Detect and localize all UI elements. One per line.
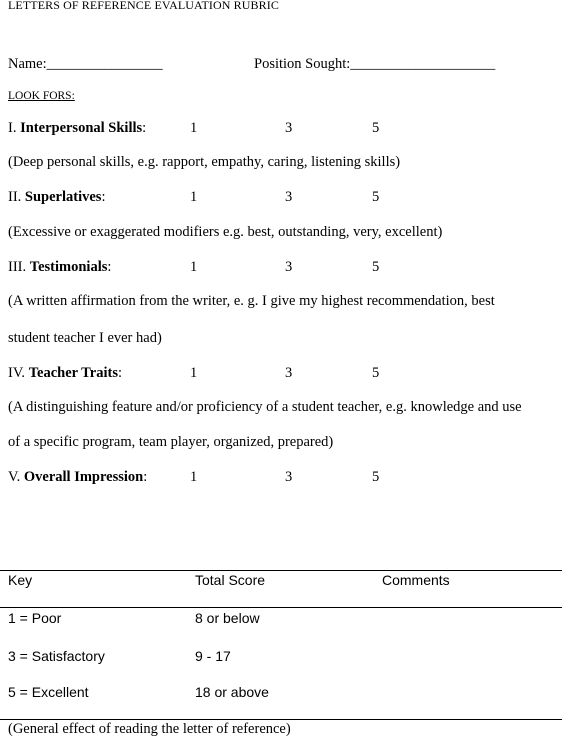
score-option-3[interactable]: 3 [285, 469, 293, 485]
criterion-name: Testimonials [29, 259, 108, 275]
score-option-5[interactable]: 5 [372, 189, 380, 205]
score-option-3[interactable]: 3 [285, 189, 293, 205]
total-score-satisfactory: 9 - 17 [195, 648, 231, 664]
total-score-excellent: 18 or above [195, 684, 269, 700]
table-header-comments: Comments [382, 572, 450, 588]
criterion-description: (A written affirmation from the writer, e. g. I give my highest recommendation, best [8, 293, 495, 309]
footnote: (General effect of reading the letter of reference) [8, 721, 291, 737]
criterion-description: (Excessive or exaggerated modifiers e.g. best, outstanding, very, excellent) [8, 224, 443, 240]
key-excellent: 5 = Excellent [8, 684, 89, 700]
criterion-description: of a specific program, team player, organized, prepared) [8, 434, 334, 450]
score-option-5[interactable]: 5 [372, 120, 380, 136]
name-field: Name:________________ [8, 56, 163, 72]
key-satisfactory: 3 = Satisfactory [8, 648, 105, 664]
criterion-numeral: II. [8, 189, 25, 205]
criterion-overall-impression [8, 469, 147, 486]
total-score-poor: 8 or below [195, 610, 260, 626]
criterion-colon: : [117, 365, 122, 381]
table-top-rule [0, 570, 562, 571]
criterion-description: (A distinguishing feature and/or proficiency of a student teacher, e.g. knowledge and use [8, 399, 522, 415]
score-option-5[interactable]: 5 [372, 259, 380, 275]
criterion-numeral: IV. [8, 365, 29, 381]
page-title: LETTERS OF REFERENCE EVALUATION RUBRIC [8, 0, 279, 12]
score-option-3[interactable]: 3 [285, 365, 293, 381]
criterion-teacher-traits [8, 365, 122, 382]
criterion-superlatives [8, 189, 105, 206]
score-option-1[interactable]: 1 [190, 259, 198, 275]
criterion-numeral: V. [8, 469, 24, 485]
criterion-name: Overall Impression [23, 469, 144, 485]
criterion-name: Teacher Traits [28, 365, 118, 381]
score-option-5[interactable]: 5 [372, 469, 380, 485]
criterion-testimonials [8, 259, 111, 276]
key-poor: 1 = Poor [8, 610, 62, 626]
criterion-colon: : [142, 120, 147, 136]
score-option-5[interactable]: 5 [372, 365, 380, 381]
criterion-colon: : [101, 189, 106, 205]
score-option-3[interactable]: 3 [285, 259, 293, 275]
score-option-1[interactable]: 1 [190, 120, 198, 136]
score-option-1[interactable]: 1 [190, 469, 198, 485]
table-header-total-score: Total Score [195, 572, 266, 588]
criterion-numeral: III. [8, 259, 30, 275]
criterion-colon: : [107, 259, 112, 275]
look-fors-heading: LOOK FORS: [8, 90, 75, 102]
position-sought-field: Position Sought:____________________ [254, 56, 496, 72]
criterion-interpersonal-skills [8, 120, 146, 137]
table-header-key: Key [8, 572, 33, 588]
score-option-3[interactable]: 3 [285, 120, 293, 136]
score-option-1[interactable]: 1 [190, 189, 198, 205]
table-header-rule [0, 607, 562, 608]
criterion-name: Interpersonal Skills [20, 120, 143, 136]
criterion-description: (Deep personal skills, e.g. rapport, empathy, caring, listening skills) [8, 154, 401, 170]
criterion-name: Superlatives [24, 189, 102, 205]
score-option-1[interactable]: 1 [190, 365, 198, 381]
criterion-numeral: I. [8, 120, 21, 136]
criterion-description: student teacher I ever had) [8, 330, 162, 346]
table-bottom-rule [0, 719, 562, 720]
criterion-colon: : [143, 469, 148, 485]
